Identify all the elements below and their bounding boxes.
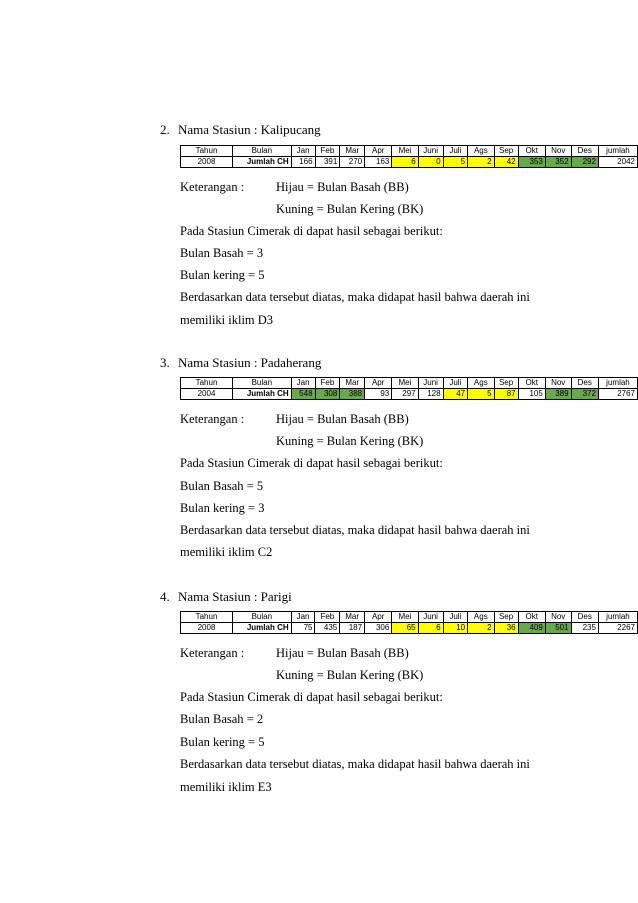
result-intro: Pada Stasiun Cimerak di dapat hasil sebagai berikut: (180, 690, 443, 704)
column-header: Mar (340, 378, 365, 389)
column-header: Juli (443, 146, 468, 157)
bulan-basah-count: Bulan Basah = 5 (180, 479, 264, 493)
station-heading (160, 122, 321, 138)
column-header: Mar (340, 612, 365, 623)
month-value-cell: 292 (571, 157, 598, 168)
column-header: Ags (468, 378, 494, 389)
total-cell: 2042 (598, 157, 637, 168)
table-header-row (181, 378, 638, 389)
row-label-cell: Jumlah CH (233, 623, 292, 634)
month-value-cell: 352 (545, 157, 571, 168)
bulan-kering-count: Bulan kering = 3 (180, 501, 265, 515)
month-value-cell: 128 (418, 389, 443, 400)
column-header: Sep (494, 146, 518, 157)
climate-class: memiliki iklim C2 (180, 545, 273, 559)
month-value-cell: 353 (518, 157, 545, 168)
column-header: Nov (545, 146, 571, 157)
month-value-cell: 10 (443, 623, 468, 634)
column-header: Ags (468, 612, 494, 623)
month-value-cell: 409 (518, 623, 545, 634)
month-value-cell: 435 (315, 623, 340, 634)
column-header: Apr (365, 146, 392, 157)
section-number: 4. (160, 589, 170, 604)
column-header: Bulan (233, 612, 292, 623)
column-header: Juli (443, 612, 468, 623)
column-header: Bulan (233, 146, 292, 157)
month-value-cell: 87 (494, 389, 518, 400)
total-cell: 2767 (598, 389, 637, 400)
column-header: Ags (468, 146, 494, 157)
column-header: Jan (291, 612, 315, 623)
total-cell: 2267 (598, 623, 637, 634)
month-value-cell: 2 (468, 623, 494, 634)
month-value-cell: 2 (468, 157, 494, 168)
column-header: Feb (315, 146, 340, 157)
month-value-cell: 93 (365, 389, 392, 400)
month-value-cell: 5 (468, 389, 494, 400)
column-header: Des (571, 612, 598, 623)
column-header: Jan (291, 146, 315, 157)
climate-class: memiliki iklim D3 (180, 313, 274, 327)
rainfall-table (180, 611, 638, 634)
month-value-cell: 47 (443, 389, 468, 400)
table-row (181, 623, 638, 634)
station-title: Nama Stasiun : Padaherang (178, 355, 322, 370)
month-value-cell: 6 (392, 157, 418, 168)
column-header: Jan (291, 378, 315, 389)
column-header: Des (571, 146, 598, 157)
column-header: Mei (392, 378, 418, 389)
month-value-cell: 372 (571, 389, 598, 400)
table-row (181, 389, 638, 400)
conclusion-line: Berdasarkan data tersebut diatas, maka didapat hasil bahwa daerah ini (180, 290, 530, 304)
column-header: Bulan (233, 378, 292, 389)
bulan-kering-count: Bulan kering = 5 (180, 268, 265, 282)
result-intro: Pada Stasiun Cimerak di dapat hasil sebagai berikut: (180, 224, 443, 238)
column-header: Okt (518, 612, 545, 623)
year-cell: 2004 (181, 389, 233, 400)
column-header: Okt (518, 146, 545, 157)
column-header: jumlah (598, 612, 637, 623)
column-header: Nov (545, 378, 571, 389)
month-value-cell: 6 (418, 623, 443, 634)
column-header: Sep (494, 378, 518, 389)
column-header: Des (571, 378, 598, 389)
month-value-cell: 36 (494, 623, 518, 634)
month-value-cell: 297 (392, 389, 418, 400)
column-header: Juni (418, 612, 443, 623)
month-value-cell: 75 (291, 623, 315, 634)
month-value-cell: 105 (518, 389, 545, 400)
month-value-cell: 306 (365, 623, 392, 634)
month-value-cell: 5 (443, 157, 468, 168)
bulan-basah-count: Bulan Basah = 3 (180, 246, 264, 260)
column-header: jumlah (598, 378, 637, 389)
bulan-kering-count: Bulan kering = 5 (180, 735, 265, 749)
month-value-cell: 65 (392, 623, 418, 634)
month-value-cell: 270 (340, 157, 365, 168)
month-value-cell: 166 (291, 157, 315, 168)
legend-kuning: Kuning = Bulan Kering (BK) (276, 668, 424, 682)
column-header: Okt (518, 378, 545, 389)
table-row (181, 157, 638, 168)
legend-hijau: Hijau = Bulan Basah (BB) (276, 646, 409, 660)
month-value-cell: 235 (571, 623, 598, 634)
table-header-row (181, 612, 638, 623)
year-cell: 2008 (181, 623, 233, 634)
climate-class: memiliki iklim E3 (180, 780, 272, 794)
column-header: jumlah (598, 146, 637, 157)
conclusion-line: Berdasarkan data tersebut diatas, maka didapat hasil bahwa daerah ini (180, 757, 530, 771)
result-intro: Pada Stasiun Cimerak di dapat hasil sebagai berikut: (180, 456, 443, 470)
column-header: Mei (392, 612, 418, 623)
column-header: Tahun (181, 378, 233, 389)
column-header: Sep (494, 612, 518, 623)
month-value-cell: 388 (340, 389, 365, 400)
column-header: Juni (418, 146, 443, 157)
keterangan-label: Keterangan : (180, 412, 245, 426)
month-value-cell: 0 (418, 157, 443, 168)
column-header: Mei (392, 146, 418, 157)
month-value-cell: 187 (340, 623, 365, 634)
row-label-cell: Jumlah CH (233, 157, 292, 168)
month-value-cell: 389 (545, 389, 571, 400)
section-number: 3. (160, 355, 170, 370)
station-heading (160, 589, 292, 605)
legend-kuning: Kuning = Bulan Kering (BK) (276, 434, 424, 448)
column-header: Feb (315, 378, 340, 389)
column-header: Nov (545, 612, 571, 623)
year-cell: 2008 (181, 157, 233, 168)
legend-hijau: Hijau = Bulan Basah (BB) (276, 180, 409, 194)
rainfall-table (180, 377, 638, 400)
column-header: Tahun (181, 146, 233, 157)
row-label-cell: Jumlah CH (233, 389, 292, 400)
station-title: Nama Stasiun : Parigi (178, 589, 292, 604)
keterangan-label: Keterangan : (180, 180, 245, 194)
legend-kuning: Kuning = Bulan Kering (BK) (276, 202, 424, 216)
section-number: 2. (160, 122, 170, 137)
column-header: Apr (365, 378, 392, 389)
station-title: Nama Stasiun : Kalipucang (178, 122, 321, 137)
column-header: Juni (418, 378, 443, 389)
month-value-cell: 548 (291, 389, 315, 400)
legend-hijau: Hijau = Bulan Basah (BB) (276, 412, 409, 426)
month-value-cell: 163 (365, 157, 392, 168)
column-header: Apr (365, 612, 392, 623)
conclusion-line: Berdasarkan data tersebut diatas, maka didapat hasil bahwa daerah ini (180, 523, 530, 537)
month-value-cell: 42 (494, 157, 518, 168)
station-heading (160, 355, 321, 371)
bulan-basah-count: Bulan Basah = 2 (180, 712, 264, 726)
month-value-cell: 501 (545, 623, 571, 634)
month-value-cell: 391 (315, 157, 340, 168)
column-header: Tahun (181, 612, 233, 623)
month-value-cell: 308 (315, 389, 340, 400)
column-header: Mar (340, 146, 365, 157)
keterangan-label: Keterangan : (180, 646, 245, 660)
rainfall-table (180, 145, 638, 168)
table-header-row (181, 146, 638, 157)
column-header: Juli (443, 378, 468, 389)
column-header: Feb (315, 612, 340, 623)
